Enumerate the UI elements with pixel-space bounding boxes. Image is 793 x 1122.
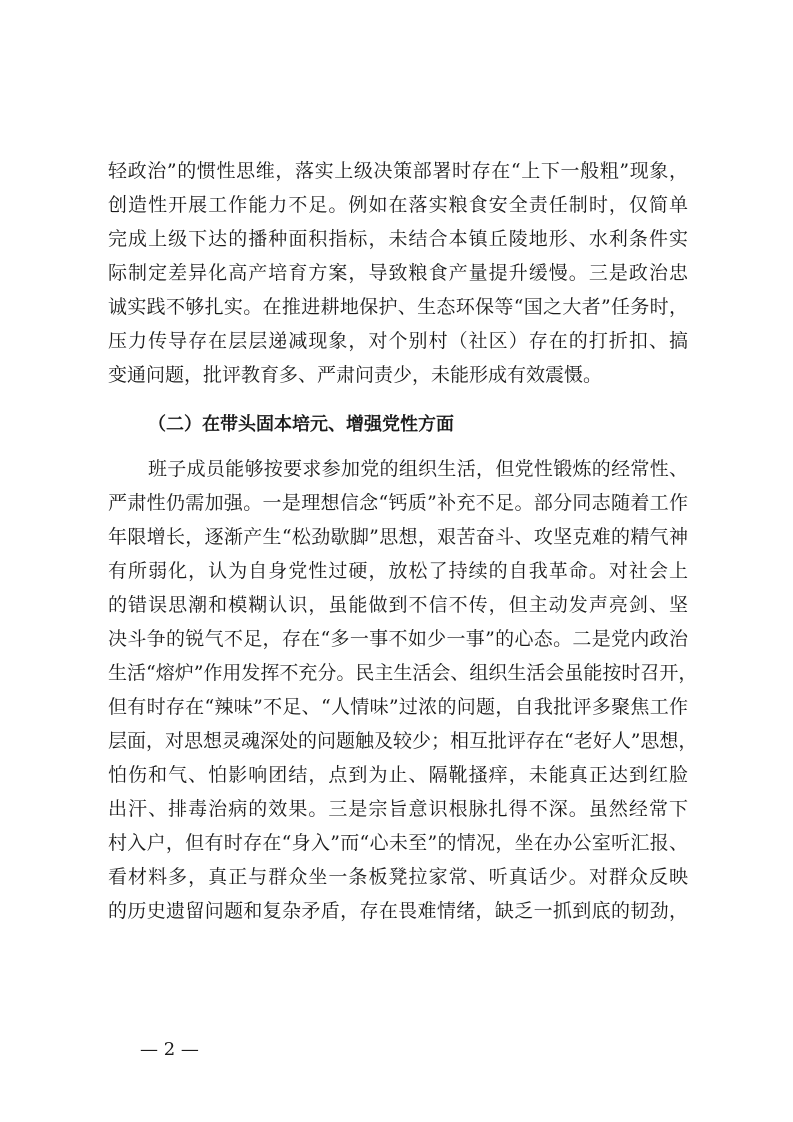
- body-text-line: 层面，对思想灵魂深处的问题触及较少；相互批评存在“老好人”思想，: [108, 730, 698, 752]
- body-text-line: 创造性开展工作能力不足。例如在落实粮食安全责任制时，仅简单: [108, 194, 688, 216]
- body-text-line: 的历史遗留问题和复杂矛盾，存在畏难情绪，缺乏一抓到底的韧劲，: [108, 900, 688, 922]
- body-text-line: 际制定差异化高产培育方案，导致粮食产量提升缓慢。三是政治忠: [108, 262, 688, 284]
- body-text-line: 严肃性仍需加强。一是理想信念“钙质”补充不足。部分同志随着工作: [108, 492, 688, 514]
- section-heading: （二）在带头固本培元、增强党性方面: [148, 414, 454, 435]
- body-text-line: 压力传导存在层层递减现象，对个别村（社区）存在的打折扣、搞: [108, 330, 688, 352]
- body-text-line: 完成上级下达的播种面积指标，未结合本镇丘陵地形、水利条件实: [108, 228, 688, 250]
- body-text-line: 生活“熔炉”作用发挥不充分。民主生活会、组织生活会虽能按时召开，: [108, 662, 698, 684]
- body-text-line: 决斗争的锐气不足，存在“多一事不如少一事”的心态。二是党内政治: [108, 628, 688, 650]
- body-text-line: 出汗、排毒治病的效果。三是宗旨意识根脉扎得不深。虽然经常下: [108, 798, 688, 820]
- paragraph-first-line: 班子成员能够按要求参加党的组织生活，但党性锻炼的经常性、: [148, 458, 688, 480]
- body-text-line: 变通问题，批评教育多、严肃问责少，未能形成有效震慑。: [108, 364, 603, 386]
- body-text-line: 怕伤和气、怕影响团结，点到为止、隔靴搔痒，未能真正达到红脸: [108, 764, 688, 786]
- body-text-line: 但有时存在“辣味”不足、“人情味”过浓的问题，自我批评多聚焦工作: [108, 696, 688, 718]
- body-text-line: 的错误思潮和模糊认识，虽能做到不信不传，但主动发声亮剑、坚: [108, 594, 688, 616]
- body-text-line: 村入户，但有时存在“身入”而“心未至”的情况，坐在办公室听汇报、: [108, 832, 688, 854]
- body-text-line: 有所弱化，认为自身党性过硬，放松了持续的自我革命。对社会上: [108, 560, 688, 582]
- body-text-line: 轻政治”的惯性思维，落实上级决策部署时存在“上下一般粗”现象，: [108, 160, 688, 182]
- body-text-line: 看材料多，真正与群众坐一条板凳拉家常、听真话少。对群众反映: [108, 866, 688, 888]
- body-text-line: 诚实践不够扎实。在推进耕地保护、生态环保等“国之大者”任务时，: [108, 296, 688, 318]
- body-text-line: 年限增长，逐渐产生“松劲歇脚”思想，艰苦奋斗、攻坚克难的精气神: [108, 526, 688, 548]
- page-number: — 2 —: [140, 1039, 199, 1060]
